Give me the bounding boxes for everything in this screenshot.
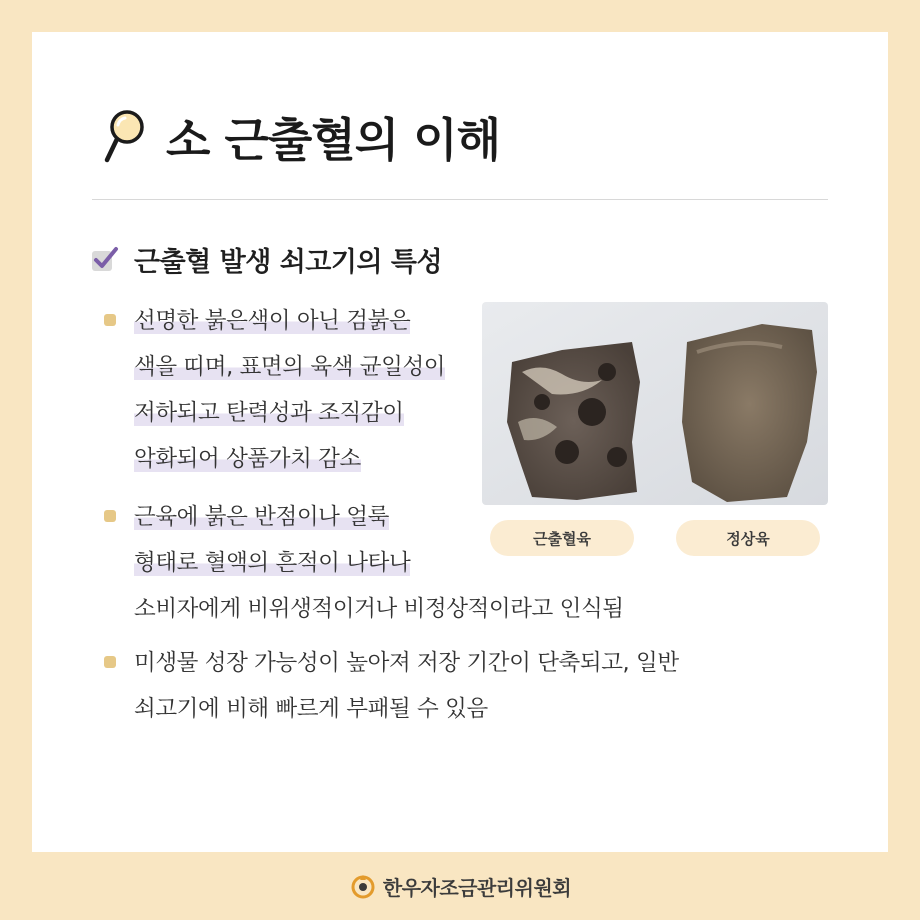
section-heading <box>90 240 442 279</box>
text-line: 저하되고 탄력성과 조직감이 <box>134 400 404 426</box>
bullet-3-text <box>134 640 679 732</box>
page-title: 소 근출혈의 이해 <box>166 113 501 167</box>
bullet-marker <box>104 656 116 668</box>
bullet-marker <box>104 510 116 522</box>
text-line: 쇠고기에 비해 빠르게 부패될 수 있음 <box>134 696 488 722</box>
text-line: 형태로 혈액의 흔적이 나타나 <box>134 550 411 576</box>
hanwoo-logo-icon <box>349 872 377 900</box>
title-row <box>102 104 500 170</box>
text-line: 소비자에게 비위생적이거나 비정상적이라고 인식됨 <box>134 596 624 622</box>
label-normal-meat <box>676 520 820 556</box>
label-text: 근출혈육 <box>533 529 591 548</box>
magnifier-icon <box>102 108 146 166</box>
section-title: 근출혈 발생 쇠고기의 특성 <box>134 247 443 278</box>
divider <box>92 199 828 200</box>
label-bruised-meat <box>490 520 634 556</box>
text-line: 악화되어 상품가치 감소 <box>134 446 361 472</box>
bullet-1-text <box>134 298 445 482</box>
text-line: 근육에 붉은 반점이나 얼룩 <box>134 504 389 530</box>
text-line: 미생물 성장 가능성이 높아져 저장 기간이 단축되고, 일반 <box>134 650 679 676</box>
bullet-marker <box>104 314 116 326</box>
content-card <box>32 32 888 852</box>
org-name: 한우자조금관리위원회 <box>382 875 572 900</box>
checkbox-icon <box>90 245 120 275</box>
bullet-2-text <box>134 494 624 632</box>
label-text: 정상육 <box>726 529 770 548</box>
meat-comparison-photo <box>482 302 828 505</box>
footer <box>0 868 920 904</box>
text-line: 선명한 붉은색이 아닌 검붉은 <box>134 308 411 334</box>
text-line: 색을 띠며, 표면의 육색 균일성이 <box>134 354 446 380</box>
